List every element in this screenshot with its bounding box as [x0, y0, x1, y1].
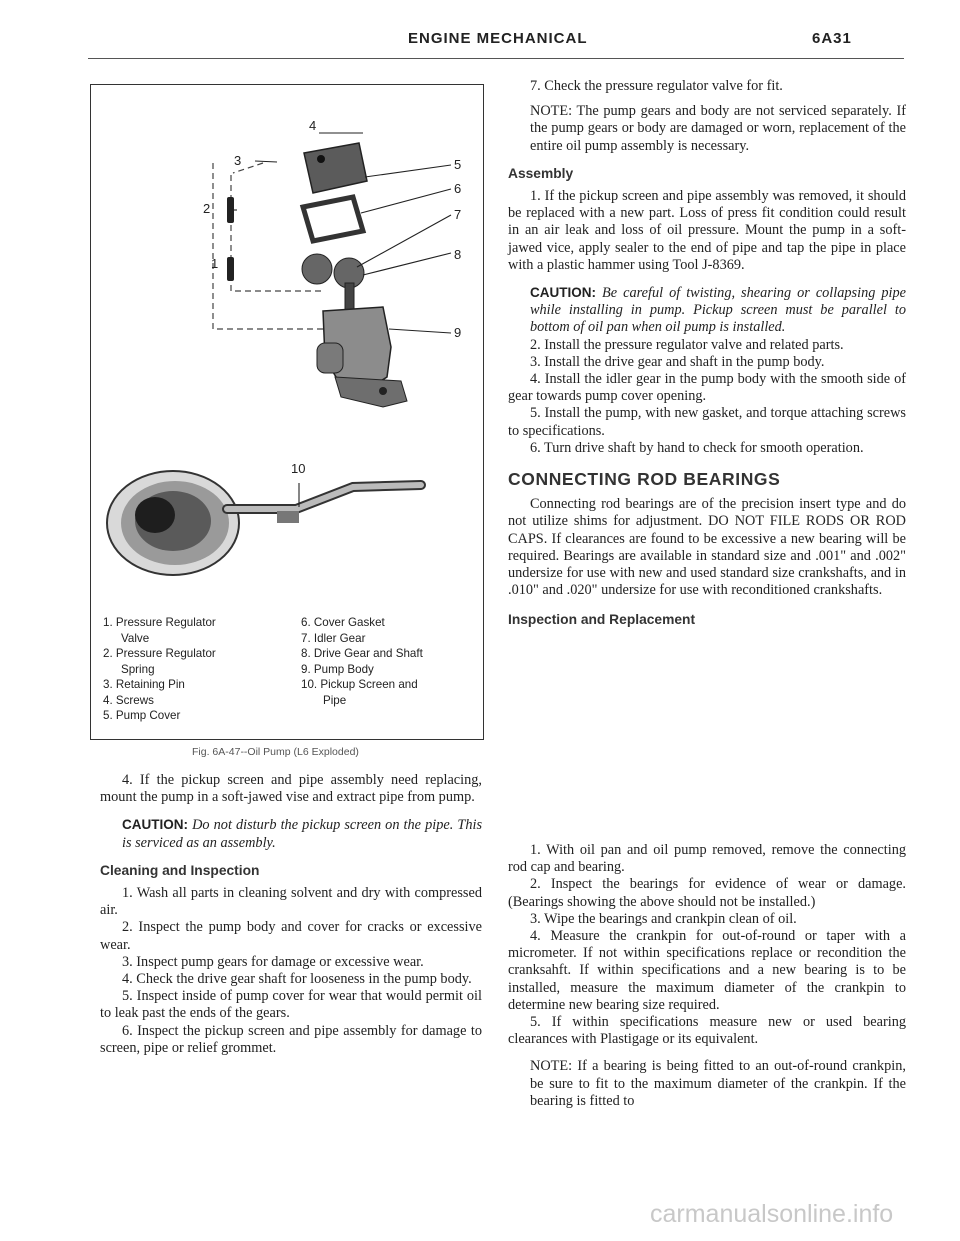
legend-item: 3. Retaining Pin: [103, 678, 185, 691]
list-item: 5. Inspect inside of pump cover for wear that would permit oil to leak past the ends of the gears.: [100, 988, 482, 1022]
caution-label: CAUTION:: [122, 817, 188, 833]
callout-3: 3: [234, 153, 242, 168]
legend-item: Spring: [121, 662, 155, 676]
callout-6: 6: [454, 181, 462, 196]
list-item: 5. If within specifications measure new or used bearing clearances with Plastigage or its equivalent.: [508, 1014, 906, 1048]
running-header-title: ENGINE MECHANICAL: [408, 30, 588, 47]
legend-item: 2. Pressure Regulator: [103, 647, 216, 660]
list-item: 5. Install the pump, with new gasket, and torque attaching screws to specifications.: [508, 405, 906, 439]
list-item: 3. Install the drive gear and shaft in the pump body.: [530, 353, 825, 370]
note-pump-gears: NOTE: The pump gears and body are not serviced separately. If the pump gears or body are damaged or worn, replacement of the entire oil pump assembly is necessary.: [530, 103, 906, 154]
legend-item: 4. Screws: [103, 693, 154, 707]
caution-block: [508, 284, 906, 337]
legend-item: 9. Pump Body: [301, 662, 374, 676]
list-item: 3. Wipe the bearings and crankpin clean of oil.: [530, 910, 797, 927]
callout-9: 9: [454, 325, 462, 340]
section-title: CONNECTING ROD BEARINGS: [508, 469, 781, 490]
pump-body: [317, 307, 407, 407]
legend-right: [301, 615, 423, 708]
right-column-lower: [508, 842, 906, 1110]
callout-5: 5: [454, 157, 462, 172]
paragraph-step-7: 7. Check the pressure regulator valve for fit.: [530, 78, 783, 94]
list-item: 1. Wash all parts in cleaning solvent and dry with compressed air.: [100, 885, 482, 919]
legend-item: 10. Pickup Screen and: [301, 678, 418, 691]
section-paragraph: Connecting rod bearings are of the precision insert type and do not utilize shims for adjustment. DO NOT FILE RODS OR ROD CAPS. If clearances are found to be excessive a new bearing will be required. Bearings are available in standard size and .001" and .002" undersize for use with new and used standard size crankshafts, and in .010" and .020" undersize for use with reconditioned crankshafts.: [508, 496, 906, 599]
caution-text: Do not disturb the pickup screen on the pipe. This is serviced as an assembly.: [122, 817, 483, 851]
paragraph-step-4: 4. If the pickup screen and pipe assembly need replacing, mount the pump in a soft-jawed vise and extract pipe from pump.: [100, 772, 482, 806]
callout-2: 2: [203, 201, 211, 216]
figure-caption: Fig. 6A-47--Oil Pump (L6 Exploded): [192, 746, 359, 758]
legend-item: 8. Drive Gear and Shaft: [301, 647, 423, 660]
caution-block: [100, 816, 482, 851]
list-item: 4. Check the drive gear shaft for looseness in the pump body.: [122, 971, 472, 988]
cover-gasket: [303, 197, 363, 241]
callout-1: 1: [211, 256, 219, 271]
page-number: 6A31: [812, 30, 852, 47]
legend-item: Pipe: [323, 693, 347, 707]
legend-item: 7. Idler Gear: [301, 631, 366, 645]
list-item: 1. If the pickup screen and pipe assembly was removed, it should be replaced with a new part. Loss of press fit condition could result in an air leak and loss of oil pressure. Mount the pump in a soft-jawed vice, apply sealer to the end of pipe and tap the pipe in place with a plastic hammer using Tool J-8369.: [508, 188, 906, 273]
heading-assembly: Assembly: [508, 165, 574, 181]
caution-label: CAUTION:: [530, 285, 596, 301]
legend-item: 5. Pump Cover: [103, 709, 181, 722]
header-divider: [88, 58, 904, 59]
pickup-screen-and-pipe: [107, 471, 421, 575]
figure-oil-pump: [90, 84, 484, 740]
legend-left: [103, 615, 216, 724]
legend-item: 6. Cover Gasket: [301, 616, 385, 629]
right-column: [508, 78, 906, 629]
left-column: [100, 772, 482, 1057]
list-item: 3. Inspect pump gears for damage or excessive wear.: [122, 953, 424, 970]
caution-text: Be careful of twisting, shearing or collapsing pipe while installing in pump. Pickup screen must be parallel to bottom of oil pan when oil pump is installed.: [530, 285, 907, 336]
legend-item: 1. Pressure Regulator: [103, 616, 216, 629]
list-item: 4. Install the idler gear in the pump body with the smooth side of gear towards pump cover opening.: [508, 371, 906, 405]
callout-8: 8: [454, 247, 462, 262]
heading-cleaning-inspection: Cleaning and Inspection: [100, 862, 260, 878]
list-item: 2. Install the pressure regulator valve and related parts.: [530, 336, 844, 353]
legend-item: Valve: [121, 631, 150, 645]
list-item: 6. Turn drive shaft by hand to check for smooth operation.: [530, 439, 864, 456]
pump-cover: [304, 143, 367, 193]
watermark: carmanualsonline.info: [650, 1200, 894, 1228]
list-item: 6. Inspect the pickup screen and pipe assembly for damage to screen, pipe or relief grommet.: [100, 1022, 482, 1056]
list-item: 1. With oil pan and oil pump removed, remove the connecting rod cap and bearing.: [508, 842, 906, 876]
callout-4: 4: [309, 118, 317, 133]
list-item: 2. Inspect the bearings for evidence of wear or damage. (Bearings showing the above should not be installed.): [508, 876, 906, 910]
note-bearing-fit: NOTE: If a bearing is being fitted to an out-of-round crankpin, be sure to fit to the maximum diameter of the crankpin. If the bearing is fitted to: [530, 1058, 906, 1109]
list-item: 2. Inspect the pump body and cover for cracks or excessive wear.: [100, 919, 482, 953]
heading-inspection-replacement: Inspection and Replacement: [508, 612, 696, 628]
callout-7: 7: [454, 207, 462, 222]
callout-10: 10: [291, 461, 306, 476]
list-item: 4. Measure the crankpin for out-of-round or taper with a micrometer. If not within specifications replace or recondition the cranksahft. If within specifications and a new bearing is to be installed, measure the maximum diameter of the crankpin to determine new bearing size required.: [508, 928, 906, 1013]
